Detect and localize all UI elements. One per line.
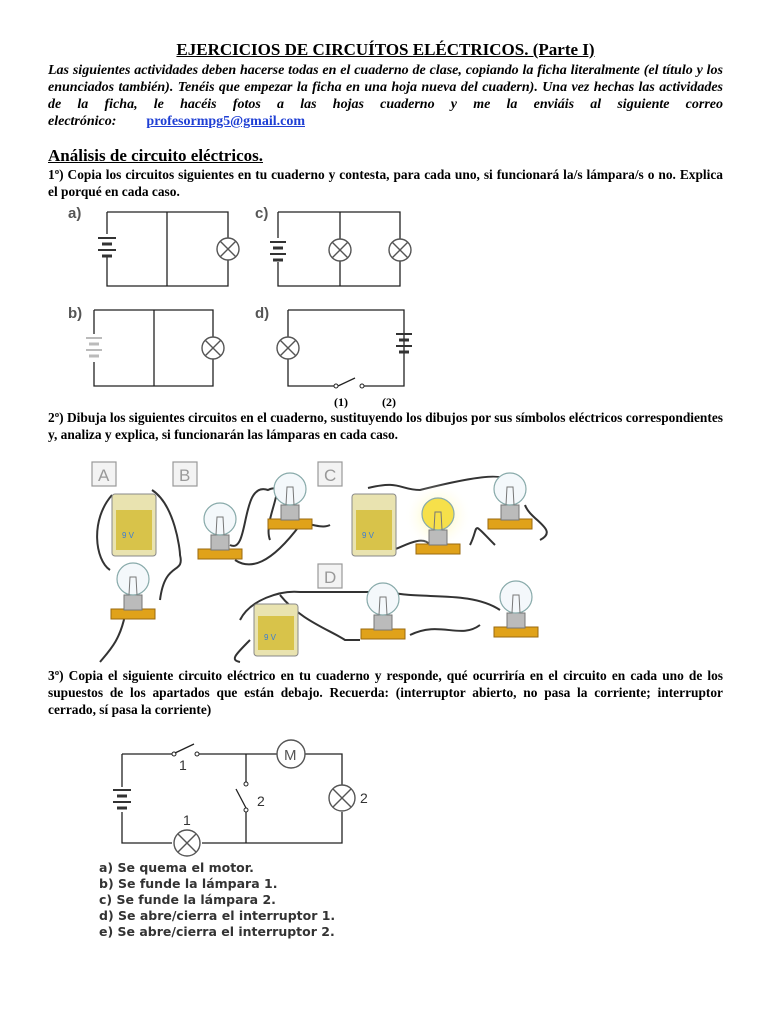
switch-label-1: (1) — [334, 395, 348, 409]
motor-icon — [277, 740, 305, 768]
list-item: b) Se funde la lámpara 1. — [99, 876, 278, 891]
lamp-icon — [329, 785, 355, 811]
lamp-2-number: 2 — [360, 790, 368, 806]
list-item: e) Se abre/cierra el interruptor 2. — [99, 924, 335, 939]
q1-label-b: b) — [68, 305, 83, 322]
email-link[interactable]: profesormpg5@gmail.com — [146, 114, 305, 129]
page-title: EJERCICIOS DE CIRCUÍTOS ELÉCTRICOS. (Parte I) — [176, 40, 595, 59]
list-item: a) Se quema el motor. — [99, 860, 254, 875]
svg-text:9 V: 9 V — [362, 531, 375, 540]
question-1-text: 1º) Copia los circuitos siguientes en tu cuaderno y contesta, para cada uno, si funcionará la/s lámpara/s o no. Explica el porqué en cada caso. — [48, 167, 723, 199]
svg-text:D: D — [324, 568, 337, 587]
q3-items — [99, 860, 335, 940]
svg-text:B: B — [179, 466, 191, 485]
intro-text: Las siguientes actividades deben hacerse todas en el cuaderno de clase, copiando la ficha literalmente (el título y los enunciados también). Tenéis que empezar la ficha en una hoja nueva del cuadern). Una vez hechas las actividades de la ficha, le hacéis fotos a las hojas cuaderno y me la enviáis al siguiente correo electrónico: — [48, 63, 723, 129]
switch-label-2: (2) — [382, 395, 396, 409]
list-item: c) Se funde la lámpara 2. — [99, 892, 276, 907]
lamp-1-number: 1 — [183, 812, 191, 828]
svg-text:9 V: 9 V — [264, 633, 277, 642]
list-item: d) Se abre/cierra el interruptor 1. — [99, 908, 336, 923]
switch-1-number: 1 — [179, 757, 187, 773]
svg-text:C: C — [324, 466, 337, 485]
svg-text:M: M — [284, 747, 297, 764]
question-2-text: 2º) Dibuja los siguientes circuitos en el cuaderno, sustituyendo los dibujos por sus símbolos eléctricos correspondientes y, analiza y explica, si funcionarán las lámparas en cada caso. — [48, 410, 723, 442]
svg-text:9 V: 9 V — [122, 531, 135, 540]
circuit-3 — [113, 740, 355, 856]
lamp-icon — [174, 830, 200, 856]
question-3-text: 3º) Copia el siguiente circuito eléctrico en tu cuaderno y responde, qué ocurriría en el circuito en cada uno de los supuestos de los apartados que están debajo. Recuerda: (interruptor abierto, no pasa la corriente; interruptor cerrado, sí pasa la corriente) — [48, 668, 723, 717]
svg-text:A: A — [98, 466, 110, 485]
q1-label-a: a) — [68, 205, 82, 222]
switch-2-number: 2 — [257, 793, 265, 809]
section-heading: Análisis de circuito eléctricos. — [48, 146, 263, 165]
q1-label-d: d) — [255, 305, 270, 322]
q1-label-c: c) — [255, 205, 269, 222]
